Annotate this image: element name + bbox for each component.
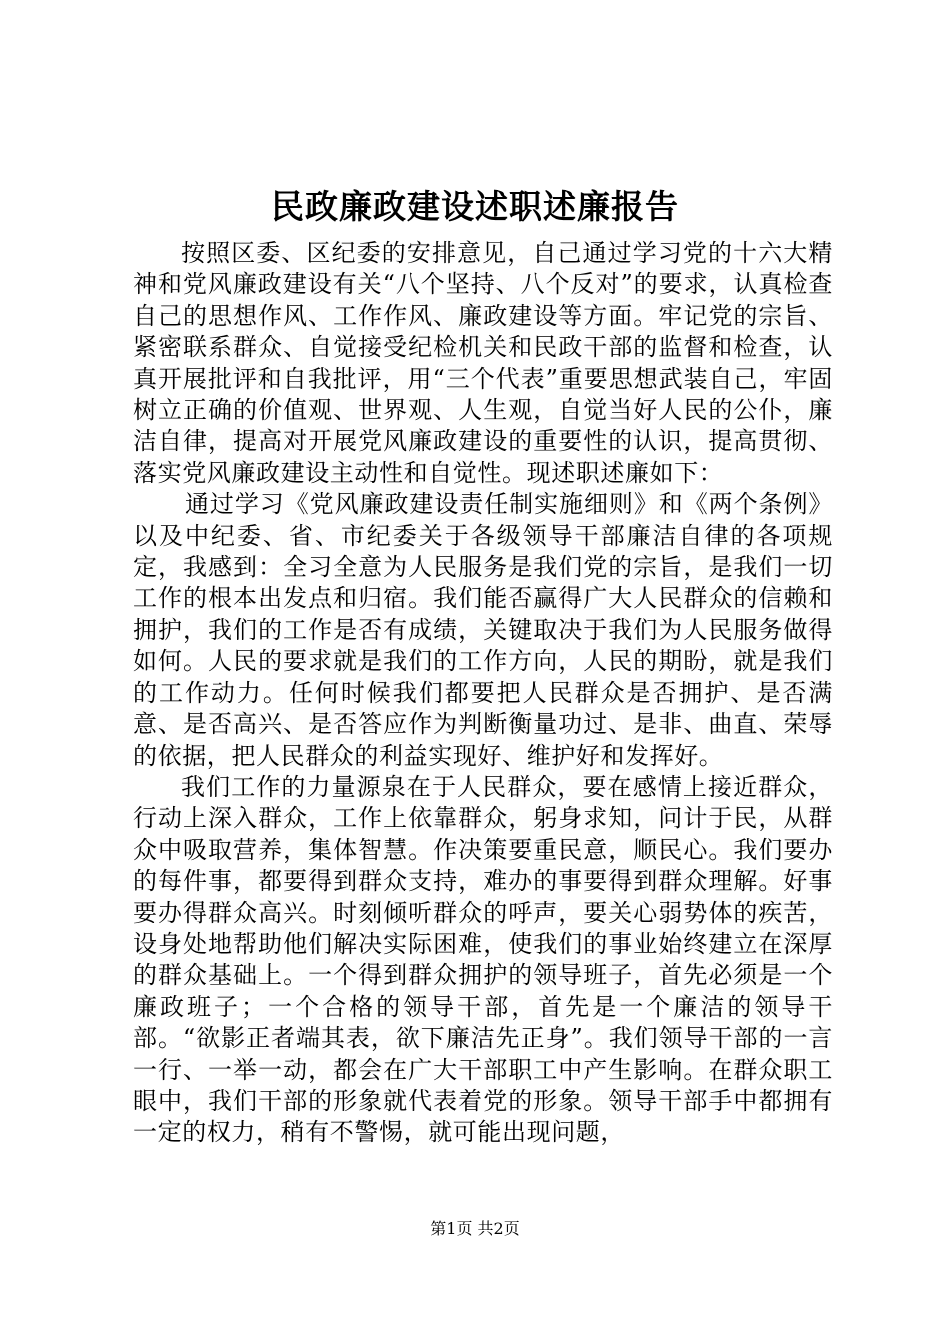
paragraph-2: 通过学习《党风廉政建设责任制实施细则》和《两个条例》以及中纪委、省、市纪委关于各级领导干部廉洁自律的各项规定，我感到：全习全意为人民服务是我们党的宗旨，是我们一切工作的根本出发点和归宿。我们能否赢得广大人民群众的信赖和拥护，我们的工作是否有成绩，关键取决于我们为人民服务做得如何。人民的要求就是我们的工作方向，人民的期盼，就是我们的工作动力。任何时候我们都要把人民群众是否拥护、是否满意、是否高兴、是否答应作为判断衡量功过、是非、曲直、荣辱的依据，把人民群众的利益实现好、维护好和发挥好。 <box>133 490 833 770</box>
paragraph-3: 我们工作的力量源泉在于人民群众，要在感情上接近群众，行动上深入群众，工作上依靠群众，躬身求知，问计于民，从群众中吸取营养，集体智慧。作决策要重民意，顺民心。我们要办的每件事，都要得到群众支持，难办的事要得到群众理解。好事要办得群众高兴。时刻倾听群众的呼声，要关心弱势体的疾苦，设身处地帮助他们解决实际困难，使我们的事业始终建立在深厚的群众基础上。一个得到群众拥护的领导班子，首先必须是一个廉政班子；一个合格的领导干部，首先是一个廉洁的领导干部。“欲影正者端其表，欲下廉洁先正身”。我们领导干部的一言一行、一举一动，都会在广大干部职工中产生影响。在群众职工眼中，我们干部的形象就代表着党的形象。领导干部手中都拥有一定的权力，稍有不警惕，就可能出现问题， <box>133 772 833 1147</box>
page-title: 民政廉政建设述职述廉报告 <box>271 187 679 226</box>
document-body <box>133 238 833 1149</box>
paragraph-1: 按照区委、区纪委的安排意见，自己通过学习党的十六大精神和党风廉政建设有关“八个坚持、八个反对”的要求，认真检查自己的思想作风、工作作风、廉政建设等方面。牢记党的宗旨、紧密联系群众、自觉接受纪检机关和民政干部的监督和检查，认真开展批评和自我批评，用“三个代表”重要思想武装自己，牢固树立正确的价值观、世界观、人生观，自觉当好人民的公仆，廉洁自律，提高对开展党风廉政建设的重要性的认识，提高贯彻、落实党风廉政建设主动性和自觉性。现述职述廉如下： <box>133 239 833 487</box>
page-number-footer: 第1页 共2页 <box>430 1219 520 1238</box>
